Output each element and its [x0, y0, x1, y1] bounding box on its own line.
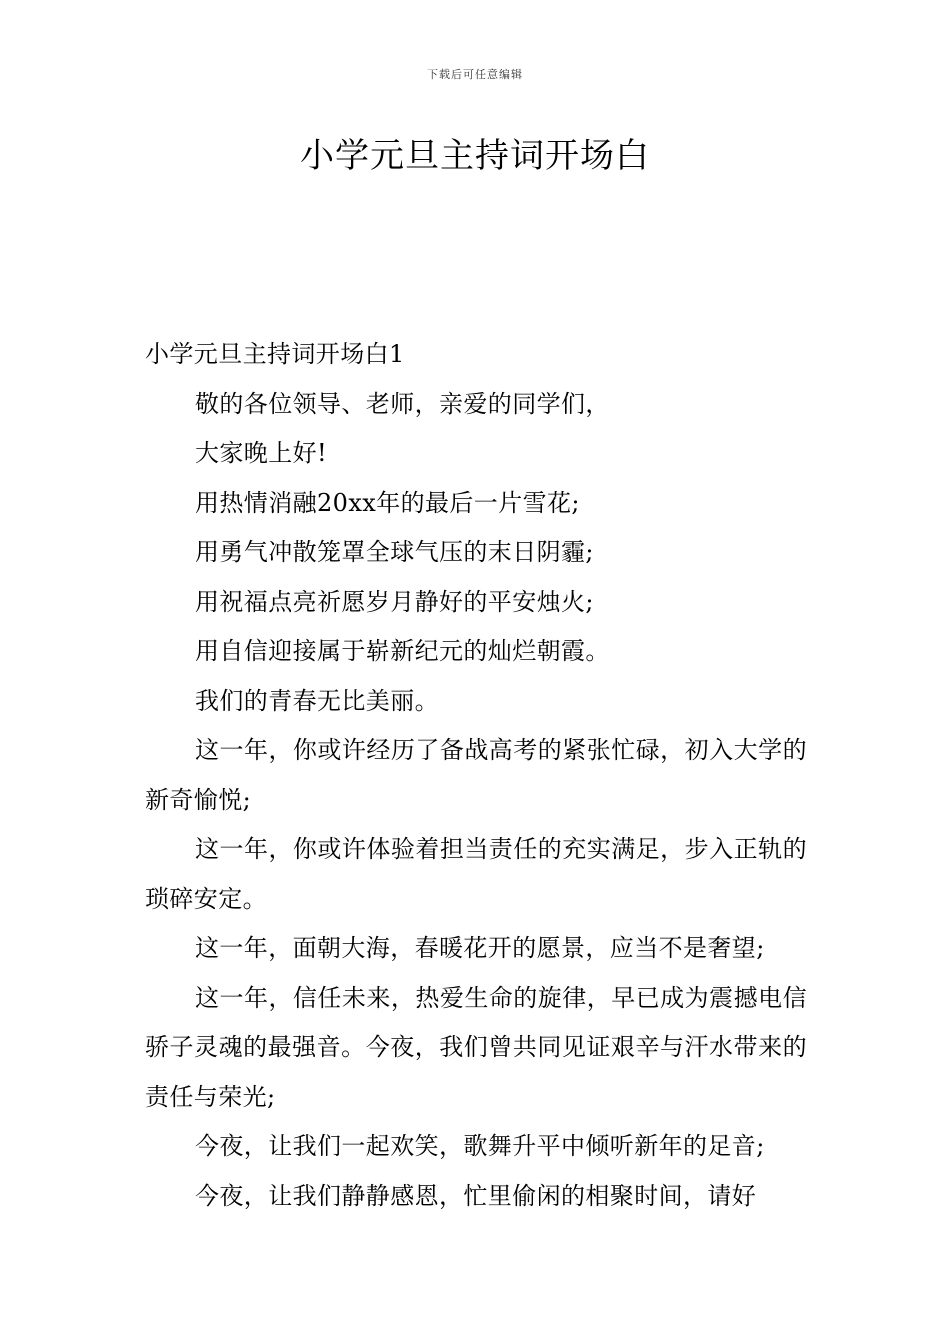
paragraph: 用勇气冲散笼罩全球气压的末日阴霾;: [195, 538, 594, 566]
document-body: [145, 330, 807, 1221]
paragraph: 这一年，面朝大海，春暖花开的愿景，应当不是奢望;: [195, 934, 765, 962]
paragraph: 大家晚上好!: [195, 439, 328, 467]
header-note: 下载后可任意编辑: [427, 68, 523, 81]
paragraph: 敬的各位领导、老师，亲爱的同学们，: [195, 389, 610, 418]
paragraph: 这一年，你或许体验着担当责任的充实满足，步入正轨的琐碎安定。: [145, 835, 807, 913]
page-title: 小学元旦主持词开场白: [300, 136, 650, 176]
paragraph: 用热情消融20xx年的最后一片雪花;: [195, 488, 580, 517]
paragraph: 这一年，信任未来，热爱生命的旋律，早已成为震撼电信骄子灵魂的最强音。今夜，我们曾共同见证艰辛与汗水带来的责任与荣光;: [145, 983, 807, 1111]
paragraph: 用祝福点亮祈愿岁月静好的平安烛火;: [195, 587, 594, 616]
paragraph: 我们的青春无比美丽。: [195, 686, 439, 715]
paragraph: 用自信迎接属于崭新纪元的灿烂朝霞。: [195, 637, 610, 665]
section-heading: 小学元旦主持词开场白1: [145, 340, 405, 368]
paragraph: 今夜，让我们静静感恩，忙里偷闲的相聚时间，请好: [195, 1181, 757, 1210]
paragraph: 这一年，你或许经历了备战高考的紧张忙碌，初入大学的新奇愉悦;: [145, 736, 807, 814]
paragraph: 今夜，让我们一起欢笑，歌舞升平中倾听新年的足音;: [195, 1132, 765, 1160]
